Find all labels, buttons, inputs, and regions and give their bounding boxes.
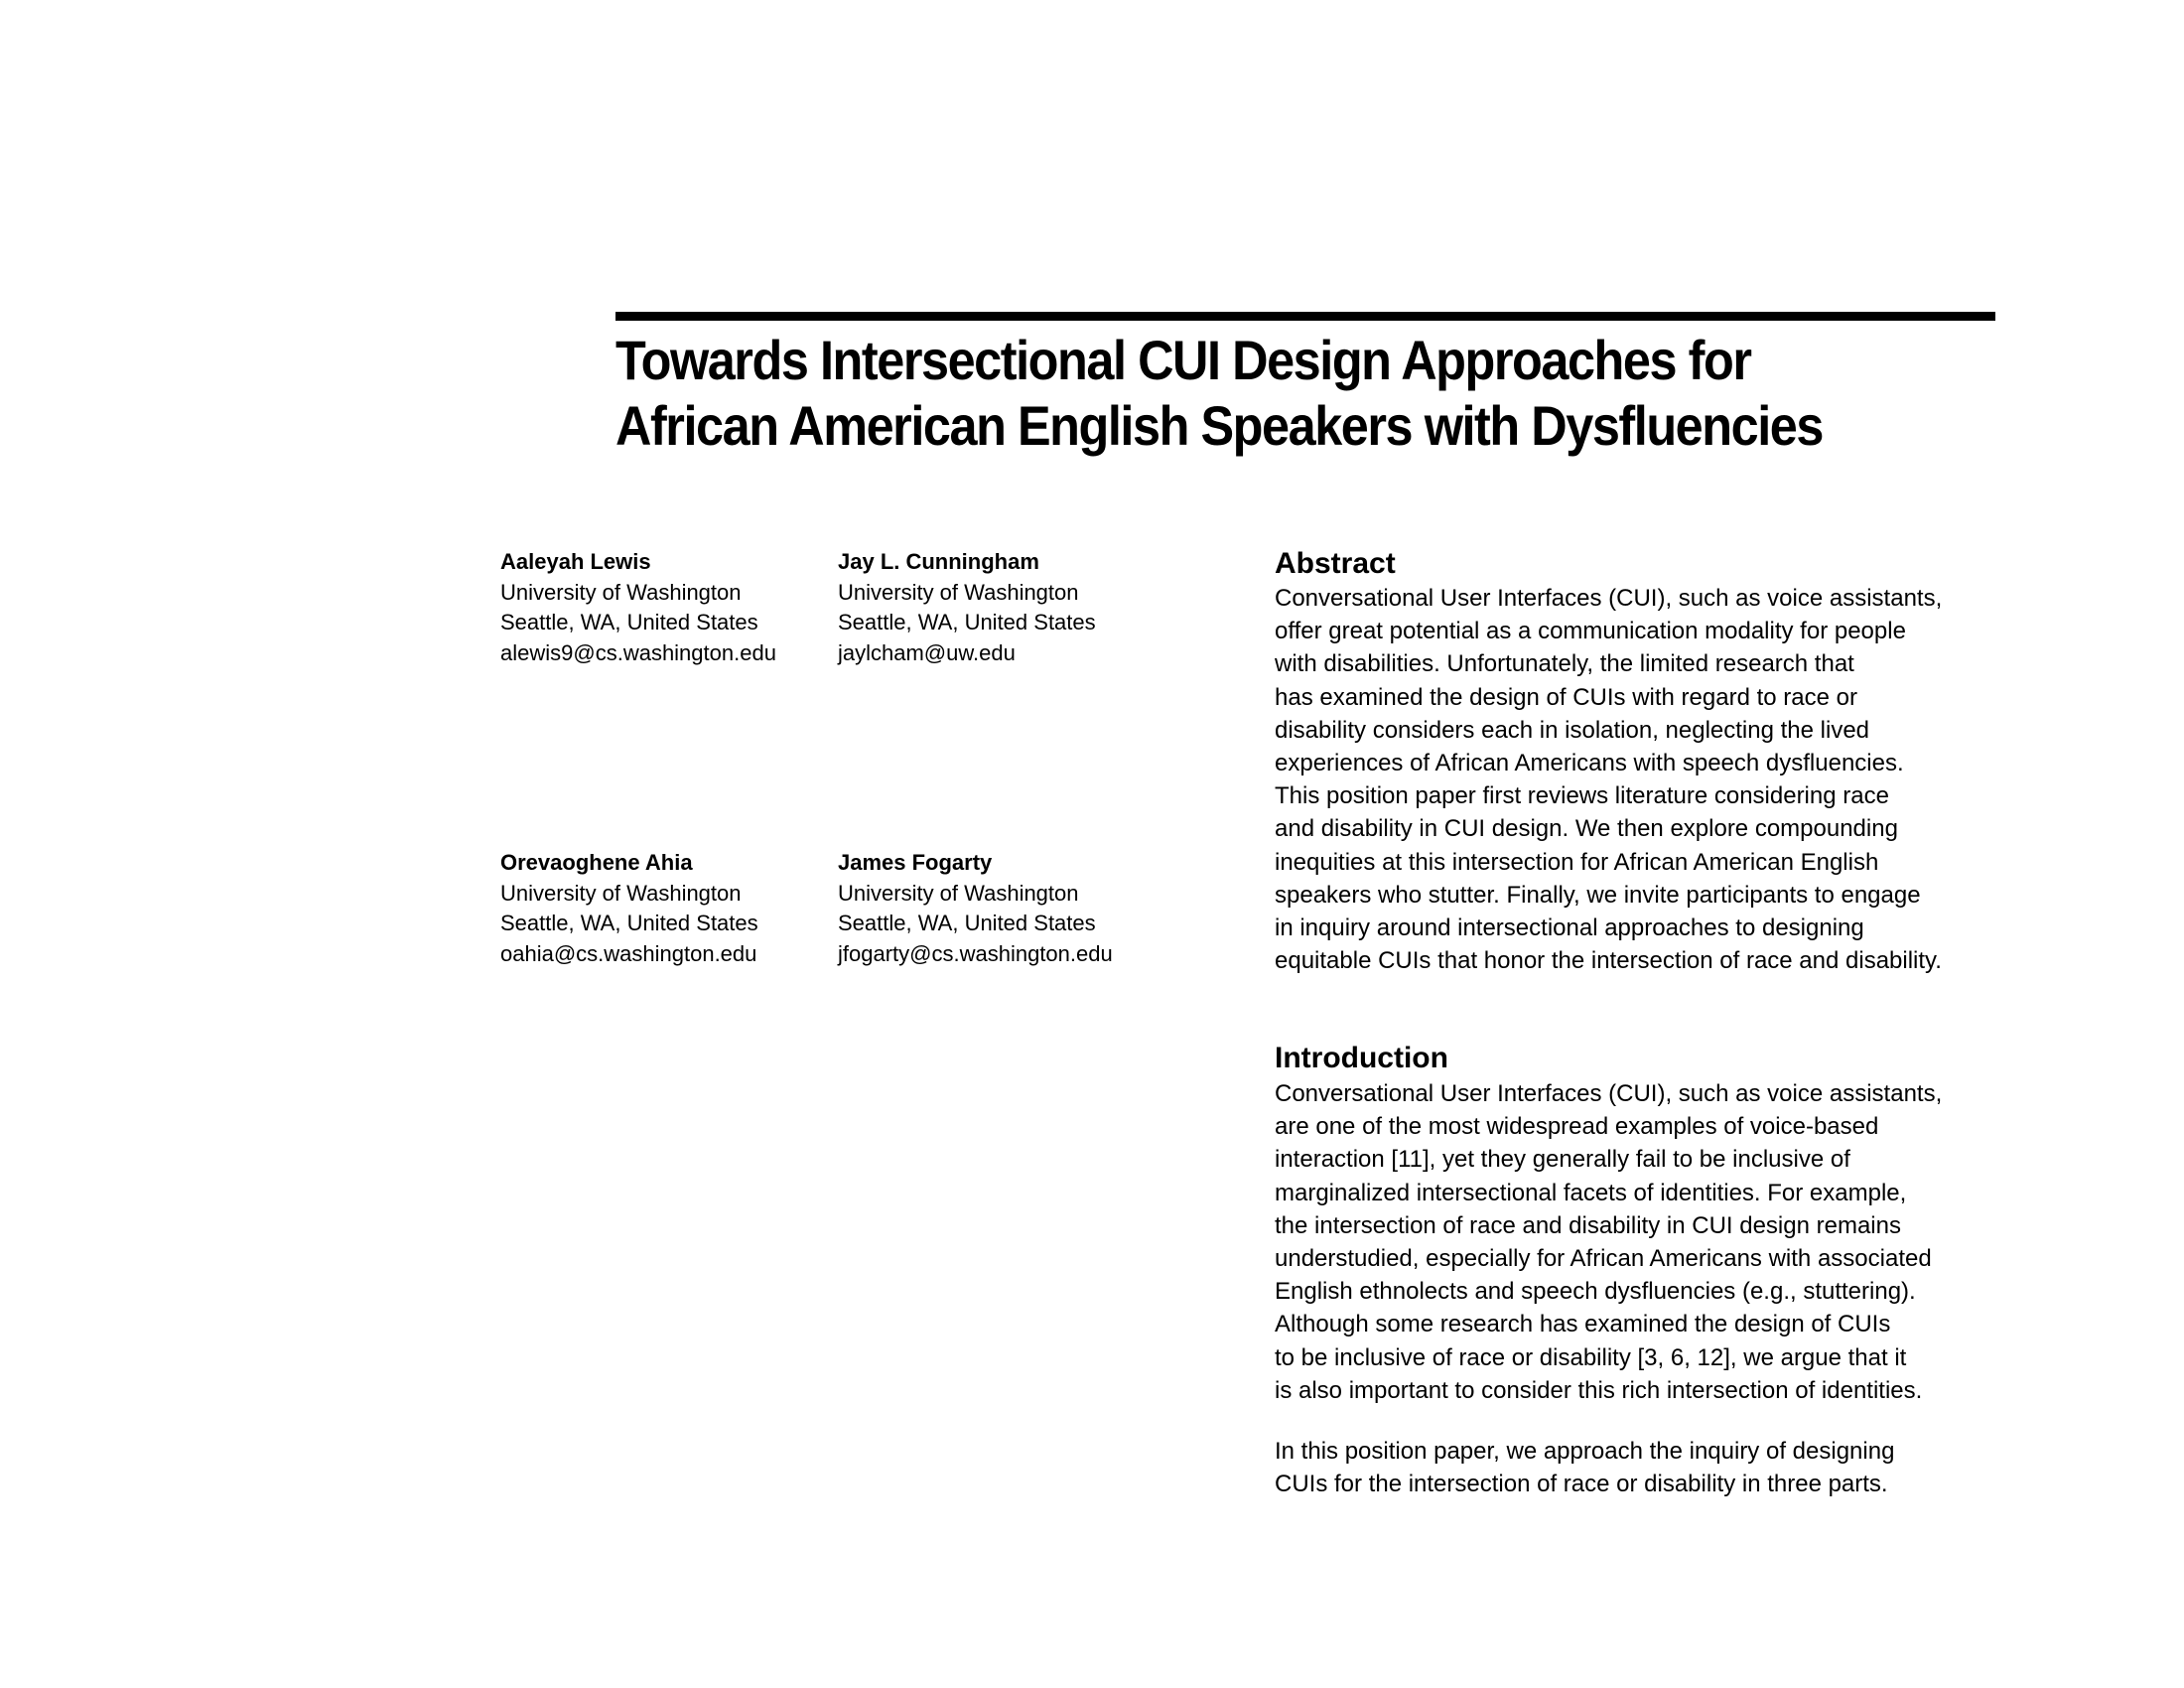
- introduction-paragraph-1: [1275, 1077, 2009, 1407]
- text-line: offer great potential as a communication modality for people: [1275, 618, 1906, 645]
- text-line: with disabilities. Unfortunately, the limited research that: [1275, 650, 1854, 678]
- author-email: oahia@cs.washington.edu: [500, 940, 757, 966]
- introduction-heading: Introduction: [1275, 1042, 1448, 1074]
- author-block-cunningham: [838, 547, 1175, 668]
- text-line: are one of the most widespread examples of voice-based: [1275, 1113, 1879, 1141]
- author-affiliation: University of Washington: [838, 579, 1079, 605]
- author-affiliation: University of Washington: [838, 880, 1079, 906]
- text-line: English ethnolects and speech dysfluencies (e.g., stuttering).: [1275, 1278, 1916, 1306]
- author-name: Aaleyah Lewis: [500, 549, 651, 574]
- author-block-fogarty: [838, 848, 1175, 969]
- author-location: Seattle, WA, United States: [500, 610, 758, 634]
- text-line: equitable CUIs that honor the intersection of race and disability.: [1275, 947, 1942, 975]
- abstract-heading: Abstract: [1275, 547, 1396, 580]
- text-line: in inquiry around intersectional approaches to designing: [1275, 914, 1864, 942]
- author-location: Seattle, WA, United States: [838, 911, 1096, 935]
- introduction-paragraph-2: [1275, 1435, 2009, 1500]
- abstract-body: [1275, 582, 2009, 977]
- author-location: Seattle, WA, United States: [838, 610, 1096, 634]
- author-location: Seattle, WA, United States: [500, 911, 758, 935]
- text-line: the intersection of race and disability in CUI design remains: [1275, 1211, 1901, 1239]
- text-line: interaction [11], yet they generally fail to be inclusive of: [1275, 1146, 1850, 1174]
- author-email: jaylcham@uw.edu: [838, 639, 1016, 665]
- author-email: jfogarty@cs.washington.edu: [838, 940, 1113, 966]
- text-line: speakers who stutter. Finally, we invite participants to engage: [1275, 881, 1921, 909]
- title-rule: [615, 312, 1995, 321]
- text-line: disability considers each in isolation, neglecting the lived: [1275, 716, 1870, 744]
- text-line: Although some research has examined the design of CUIs: [1275, 1311, 1891, 1338]
- text-line: is also important to consider this rich intersection of identities.: [1275, 1376, 1923, 1404]
- text-line: CUIs for the intersection of race or disability in three parts.: [1275, 1471, 1888, 1498]
- title-line: African American English Speakers with Dysfluencies: [615, 394, 1823, 457]
- text-line: inequities at this intersection for African American English: [1275, 848, 1879, 876]
- text-line: In this position paper, we approach the inquiry of designing: [1275, 1438, 1895, 1465]
- author-block-lewis: [500, 547, 838, 668]
- text-line: marginalized intersectional facets of identities. For example,: [1275, 1179, 1907, 1206]
- paper-title: [615, 328, 1866, 459]
- author-affiliation: University of Washington: [500, 579, 742, 605]
- author-name: James Fogarty: [838, 850, 993, 875]
- author-email: alewis9@cs.washington.edu: [500, 639, 776, 665]
- text-line: experiences of African Americans with speech dysfluencies.: [1275, 750, 1904, 777]
- author-name: Orevaoghene Ahia: [500, 850, 693, 875]
- text-line: Conversational User Interfaces (CUI), such as voice assistants,: [1275, 1080, 1943, 1107]
- author-affiliation: University of Washington: [500, 880, 742, 906]
- text-line: to be inclusive of race or disability [3, 6, 12], we argue that it: [1275, 1343, 1907, 1371]
- text-line: and disability in CUI design. We then explore compounding: [1275, 815, 1898, 843]
- text-line: understudied, especially for African Americans with associated: [1275, 1245, 1932, 1273]
- title-line: Towards Intersectional CUI Design Approaches for: [615, 329, 1751, 391]
- author-name: Jay L. Cunningham: [838, 549, 1039, 574]
- author-block-ahia: [500, 848, 838, 969]
- text-line: Conversational User Interfaces (CUI), such as voice assistants,: [1275, 585, 1943, 612]
- text-line: This position paper first reviews literature considering race: [1275, 782, 1889, 810]
- text-line: has examined the design of CUIs with regard to race or: [1275, 683, 1857, 711]
